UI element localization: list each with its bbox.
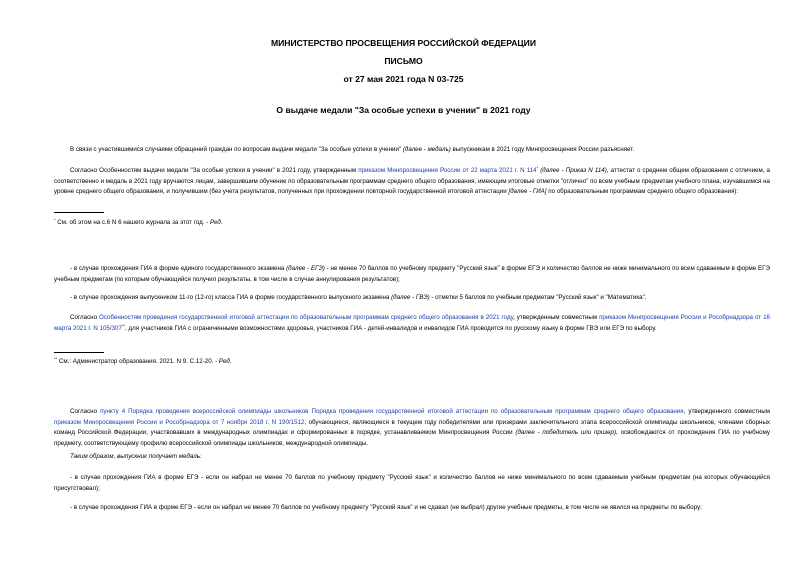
list-item-gve: - в случае прохождения выпускником 11-го (12-го) класса ГИА в форме государственного выпускного экзамена (далее - ГВЭ) - отметки 5 баллов по учебным предметам "Русский язык" и "Математика". — [70, 294, 647, 301]
footnote-separator — [54, 352, 104, 353]
paragraph-order-114: Согласно Особенностям выдачи медали "За особые успехи в учении" в 2021 году, утвержденным приказом Минпросвещения России от 22 марта 2021 г. N 114* (далее - Приказ N 114), аттестат о среднем общем образовании с отличием, а соответственно и медаль в 2021 году вручаются лицам, завершившим обучение по образовательным программам среднего общего образования, имеющим итоговые отметки "отлично" по всем учебным предметам учебного плана, изучавшимся на уровне среднего общего образования, и получившим (без учета результатов, полученных при прохождении повторной государственной итоговой аттестации [далее - ГИА] по образовательным программам среднего общего образования): — [54, 164, 770, 195]
footnote-2: ** См.: Администратор образования. 2021. N 9. С.12-20. - Ред. — [54, 355, 232, 365]
list-item-medal-ege: - в случае прохождения ГИА в форме ЕГЭ - если он набрал не менее 70 баллов по учебному предмету "Русский язык" и количество баллов не ниже минимального по всем сдаваемым учебным предметам (на которых обучающийся присутствовал); — [54, 474, 770, 492]
document-date: от 27 мая 2021 года N 03-725 — [343, 74, 464, 84]
paragraph-ovz: Согласно Особенностям проведения государственной итоговой аттестации по образовательным программам среднего общего образования в 2021 году, утвержденным совместным приказом Минпросвещения России и Рособрнадзора от 16 марта 2021 г. N 105/307**, для участников ГИА с ограниченными возможностями здоровья, участников ГИА - детей-инвалидов и инвалидов ГИА проводится по русскому языку в форме ГВЭ или ЕГЭ по выбору. — [54, 314, 770, 332]
list-item-ege: - в случае прохождения ГИА в форме единого государственного экзамена (далее - ЕГЭ) - не менее 70 баллов по учебному предмету "Русский язык" в форме ЕГЭ и количество баллов не ниже минимального по всем сдаваемым в форме ЕГЭ учебным предметам (по которым обучающийся получил результаты, в том числе в случае аннулирования результатов); — [54, 265, 770, 283]
link-gia-features[interactable]: Особенностям проведения государственной итоговой аттестации по образовательным программам среднего общего образования в 2021 году — [99, 314, 514, 321]
footnote-separator — [54, 212, 104, 213]
document-subject: О выдаче медали "За особые успехи в учении" в 2021 году — [276, 105, 531, 115]
link-order-190-1512[interactable]: приказом Минпросвещения России и Рособрнадзора от 7 ноября 2018 г. N 190/1512 — [54, 418, 305, 426]
link-order-114[interactable]: приказом Минпросвещения России от 22 марта 2021 г. N 114 — [358, 167, 537, 174]
footnote-1: * См. об этом на с.6 N 6 нашего журнала за этот год. - Ред. — [54, 216, 223, 226]
link-gia-procedure[interactable]: пункту 4 Порядка проведения всероссийской олимпиады школьников Порядка проведения государственной итоговой аттестации по образовательным программам среднего общего образования — [100, 408, 684, 415]
ministry-title: МИНИСТЕРСТВО ПРОСВЕЩЕНИЯ РОССИЙСКОЙ ФЕДЕРАЦИИ — [270, 38, 537, 48]
link-order-105-307[interactable]: приказом Минпросвещения России и Рособрнадзора от 16 марта 2021 г. N 105/307 — [54, 314, 770, 332]
paragraph-olympiad: Согласно пункту 4 Порядка проведения всероссийской олимпиады школьников Порядка проведения государственной итоговой аттестации по образовательным программам среднего общего образования, утвержденного совместным приказом Минпросвещения России и Рособрнадзора от 7 ноября 2018 г. N 190/1512, обучающиеся, являющиеся в текущем году победителями или призерами заключительного этапа всероссийской олимпиады школьников, членами сборных команд Российской Федерации, участвовавших в международных олимпиадах и сформированных в порядке, устанавливаемом Минпросвещения России (далее - победитель или призер), освобождаются от прохождения ГИА по учебному предмету, соответствующему профилю всероссийской олимпиады школьников, международной олимпиады. — [54, 408, 770, 447]
list-item-medal-ege-only-russian: - в случае прохождения ГИА в форме ЕГЭ - если он набрал не менее 70 баллов по учебному предмету "Русский язык" и не сдавал (не выбрал) другие учебные предметы, в том числе не явился на предметы по выбору; — [70, 504, 702, 511]
document-type: ПИСЬМО — [384, 56, 423, 66]
paragraph-intro: В связи с участившимися случаями обращений граждан по вопросам выдачи медали "За особые успехи в учении" (далее - медаль) выпускникам в 2021 году Минпросвещения России разъясняет. — [70, 146, 635, 153]
paragraph-conclusion: Таким образом, выпускник получает медаль: — [70, 453, 202, 460]
